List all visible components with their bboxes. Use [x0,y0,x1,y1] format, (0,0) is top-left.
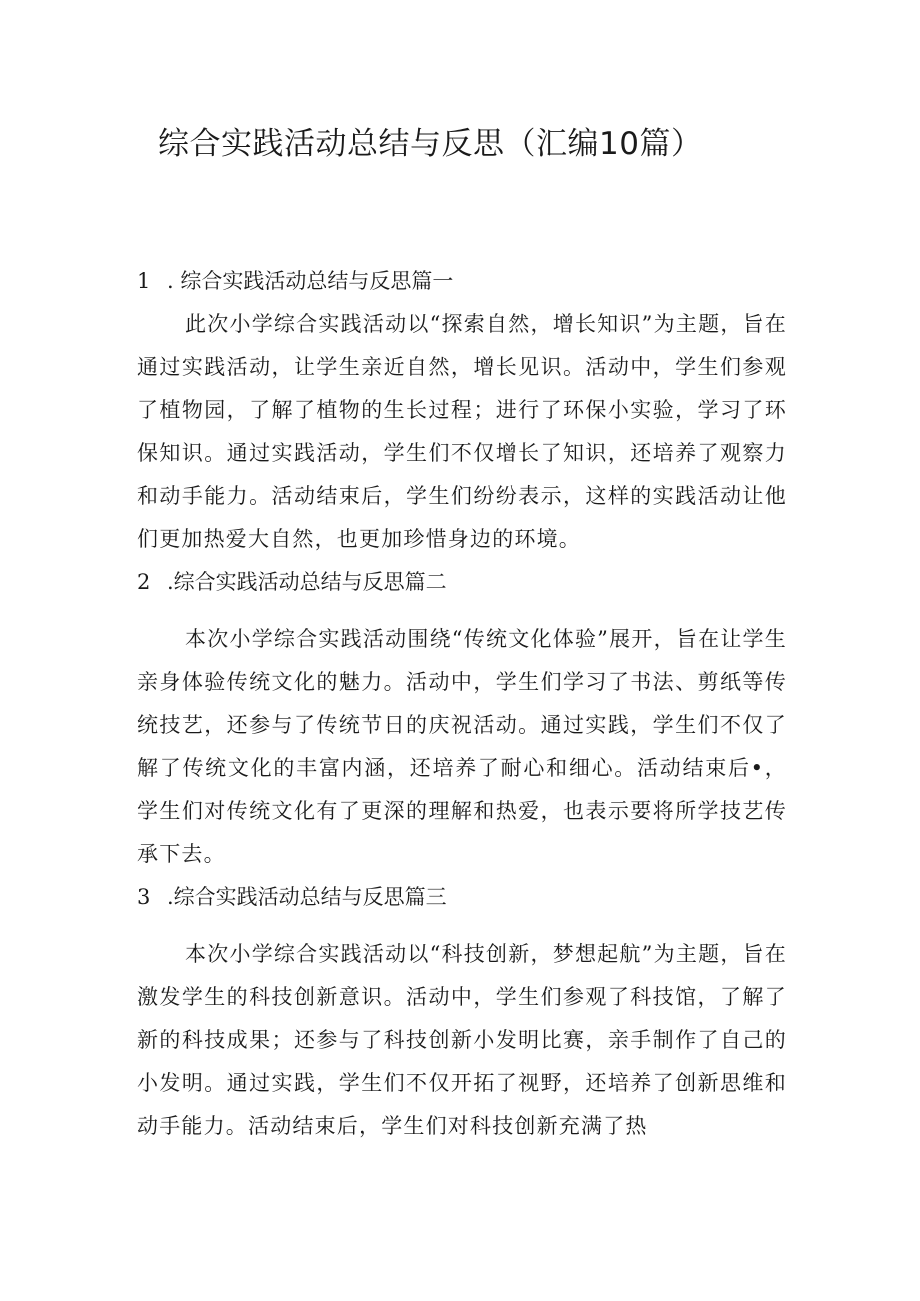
section-heading-text: .综合实践活动总结与反思篇三 [167,885,447,909]
document-title: 综合实践活动总结与反思（汇编10篇） [158,126,703,162]
document-body [137,260,787,1148]
section-paragraph: 此次小学综合实践活动以“探索自然，增长知识”为主题，旨在通过实践活动，让学生亲近自然，增长见识。活动中，学生们参观了植物园，了解了植物的生长过程；进行了环保小实验，学习了环保知识。通过实践活动，学生们不仅增长了知识，还培养了观察力和动手能力。活动结束后，学生们纷纷表示，这样的实践活动让他们更加热爱大自然，也更加珍惜身边的环境。 [137,312,787,551]
section-heading-text: . 综合实践活动总结与反思篇一 [167,269,454,293]
section-number: 2 [137,570,151,594]
section-number: 3 [137,885,151,909]
section-heading [137,260,787,303]
section-3 [137,876,787,1148]
section-heading [137,561,787,604]
section-paragraph: 本次小学综合实践活动以“科技创新，梦想起航”为主题，旨在激发学生的科技创新意识。活动中，学生们参观了科技馆，了解了新的科技成果；还参与了科技创新小发明比赛，亲手制作了自己的小发明。通过实践，学生们不仅开拓了视野，还培养了创新思维和动手能力。活动结束后，学生们对科技创新充满了热 [137,942,787,1138]
section-1 [137,260,787,561]
section-paragraph: 本次小学综合实践活动围绕“传统文化体验”展开，旨在让学生亲身体验传统文化的魅力。活动中，学生们学习了书法、剪纸等传统技艺，还参与了传统节日的庆祝活动。通过实践，学生们不仅了解了传统文化的丰富内涵，还培养了耐心和细心。活动结束后•，学生们对传统文化有了更深的理解和热爱，也表示要将所学技艺传承下去。 [137,627,787,866]
section-heading-text: .综合实践活动总结与反思篇二 [167,570,447,594]
section-heading [137,876,787,919]
section-number: 1 [137,269,151,293]
section-spacer [137,919,787,933]
section-spacer [137,604,787,618]
section-2 [137,561,787,876]
